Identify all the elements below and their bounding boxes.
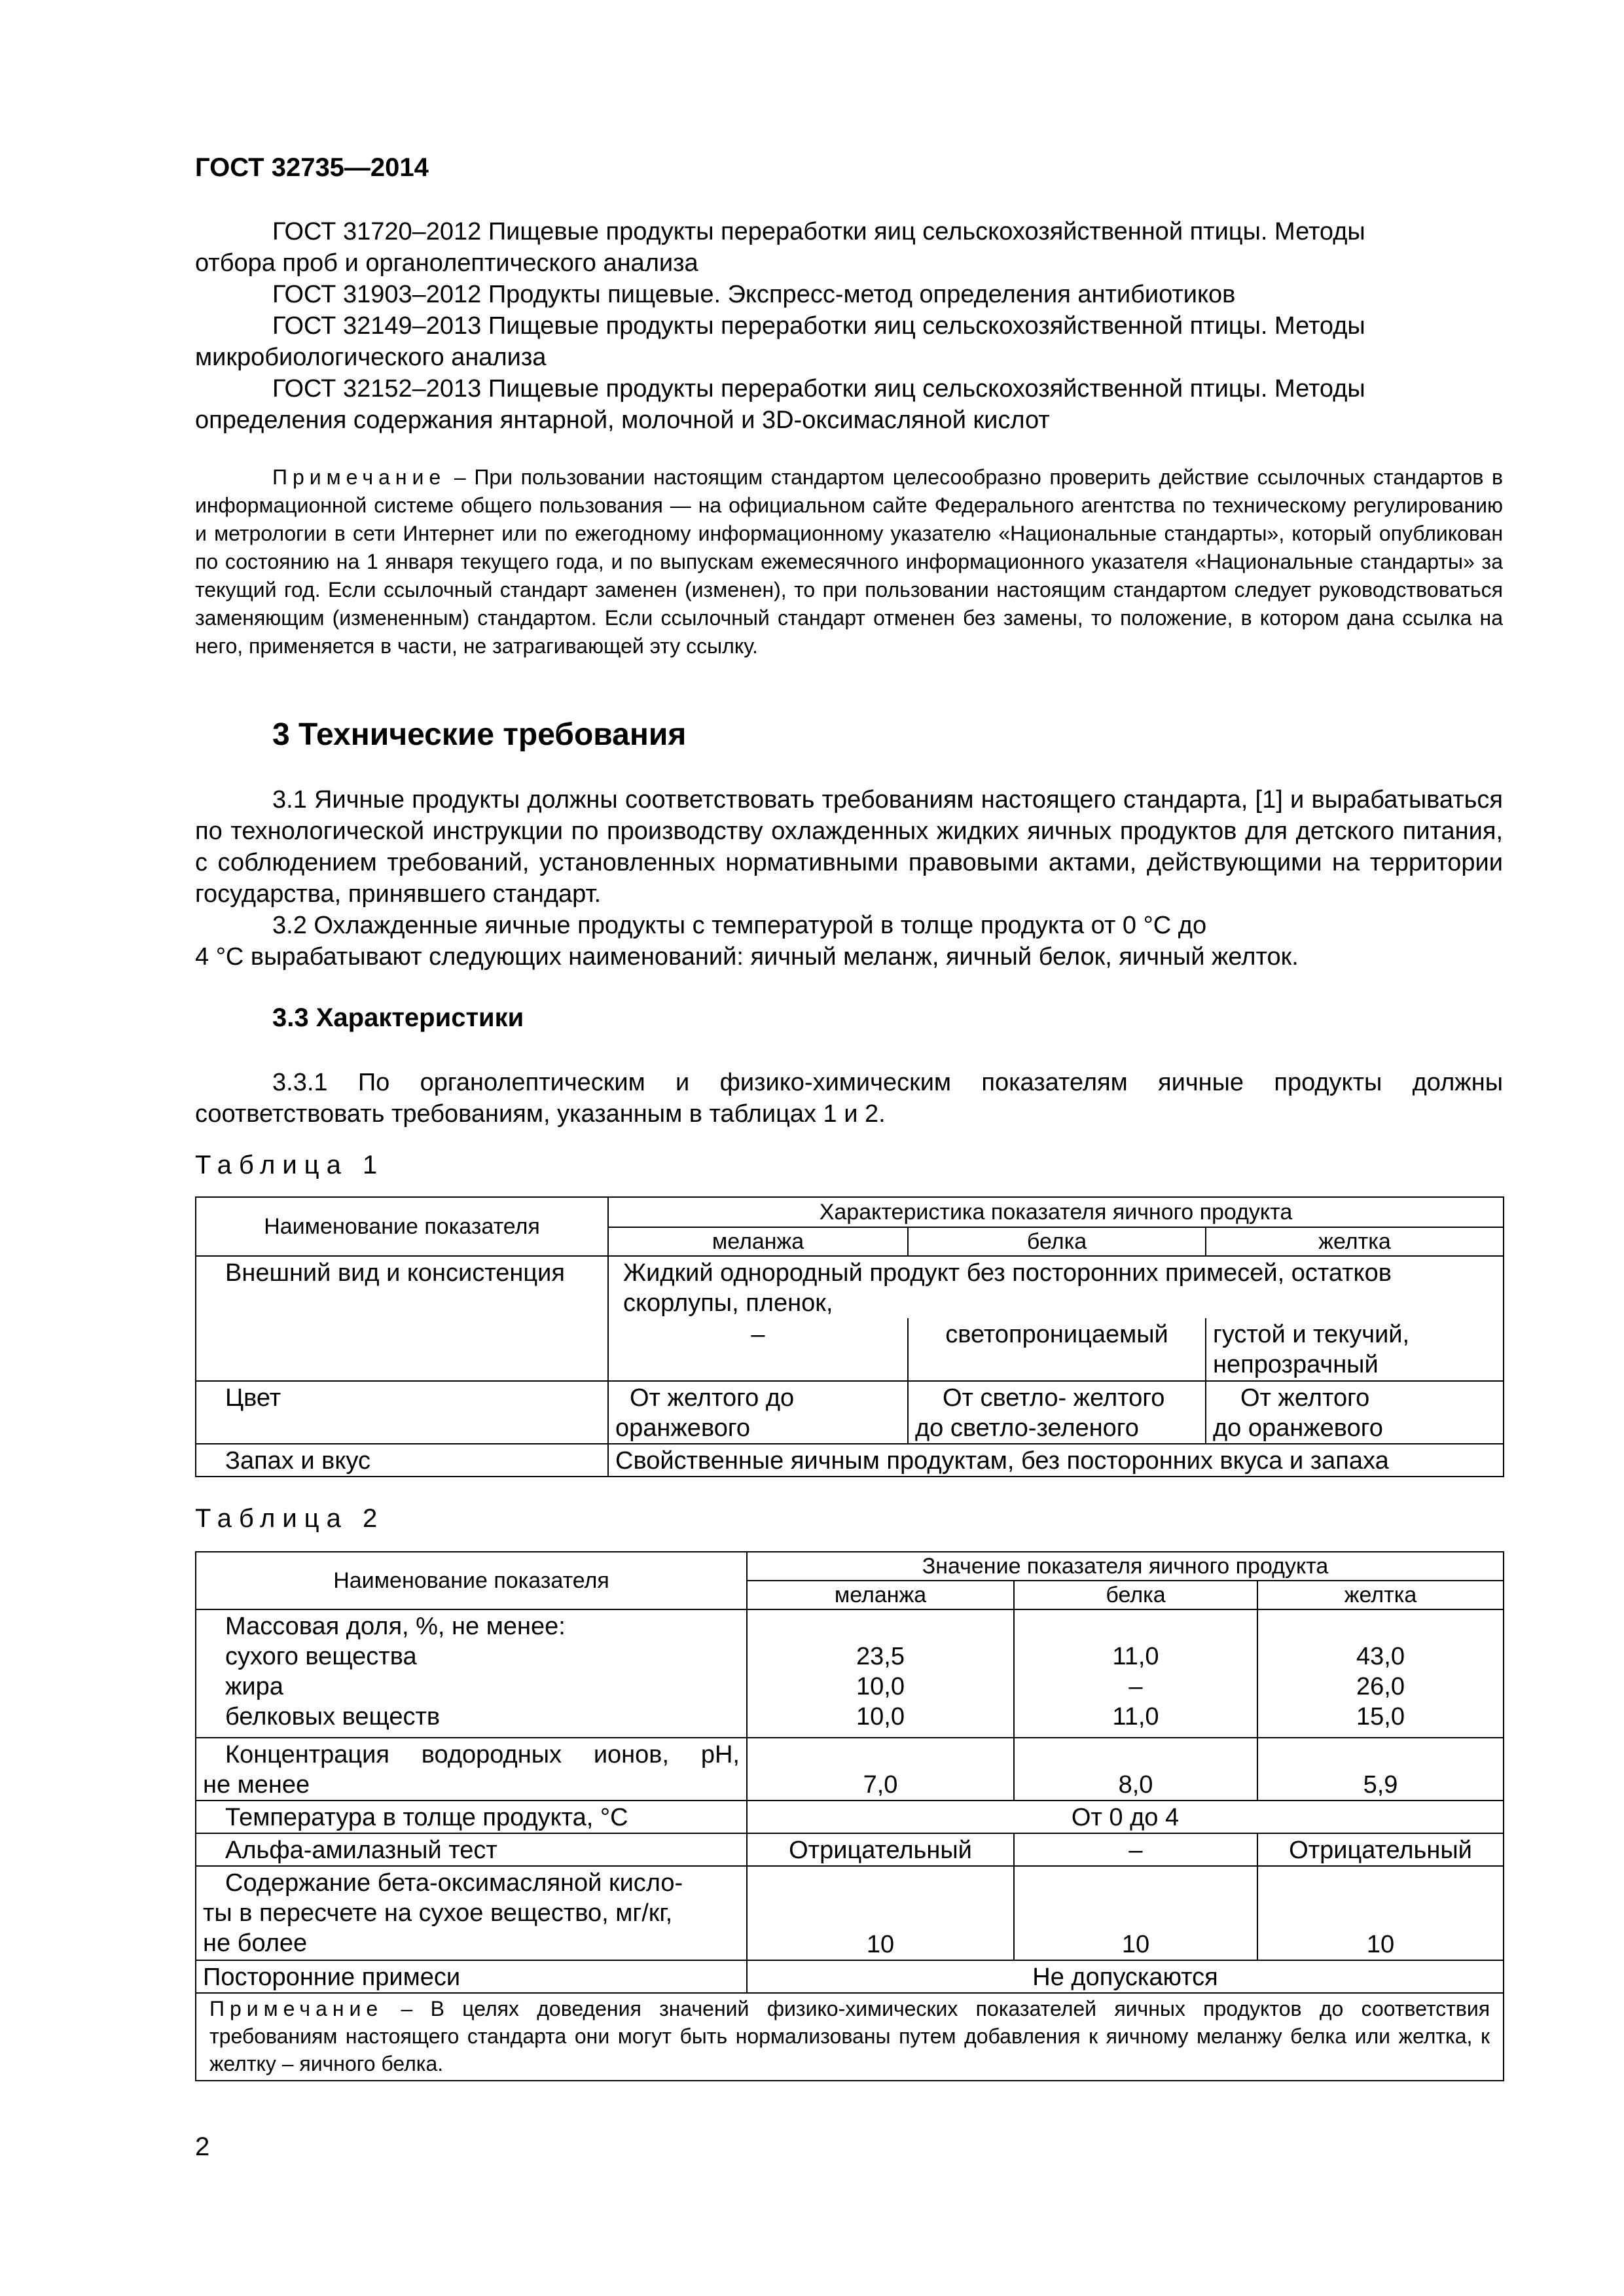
table1-row-smell-name: Запах и вкус: [196, 1444, 608, 1477]
table2-row-beta: Содержание бета-оксимасляной кисло- ты в пересчете на сухое вещество, мг/кг, не более: [196, 1866, 747, 1960]
table1: [195, 1196, 1504, 1477]
table2-row-mass: Массовая доля, %, не менее: сухого вещества жира белковых веществ: [196, 1609, 747, 1738]
table2-note: Примечание – В целях доведения значений физико-химических показателей яичных продуктов до соответствия требованиям настоящего стандарта они могут быть нормализованы путем добавления к яичному меланжу белка или желтка, к желтку – яичного белка.: [196, 1993, 1504, 2081]
table2-col-white: белка: [1014, 1581, 1257, 1609]
table2-impurities-value: Не допускаются: [747, 1960, 1504, 1993]
section-3-2: 3.2 Охлажденные яичные продукты с температурой в толще продукта от 0 °С до 4 °С вырабатывают следующих наименований: яичный меланж, яичный белок, яичный желток.: [195, 912, 1299, 971]
table1-color-yolk: От желтого до оранжевого: [1206, 1381, 1504, 1444]
table2-beta-white: 10: [1014, 1866, 1257, 1960]
table2-col-melange: меланжа: [747, 1581, 1014, 1609]
table1-appearance-white: светопроницаемый: [908, 1318, 1206, 1381]
table1-col-yolk: желтка: [1206, 1227, 1504, 1256]
table1-color-white: От светло- желтого до светло-зеленого: [908, 1381, 1206, 1444]
table2-col-yolk: желтка: [1257, 1581, 1504, 1609]
table2-amylase-yolk: Отрицательный: [1257, 1833, 1504, 1866]
table2-row-impurities: Посторонние примеси: [196, 1960, 747, 1993]
table2-caption: Таблица 2: [195, 1504, 385, 1533]
table2-header-group: Значение показателя яичного продукта: [747, 1552, 1504, 1581]
table2-ph-yolk: 5,9: [1257, 1738, 1504, 1801]
table2-amylase-white: –: [1014, 1833, 1257, 1866]
table2-row-temp: Температура в толще продукта, °С: [196, 1801, 747, 1833]
section-3-3-1: 3.3.1 По органолептическим и физико-химическим показателям яичные продукты должны соответствовать требованиям, указанным в таблицах 1 и 2.: [195, 1069, 1503, 1128]
table2: [195, 1551, 1504, 2081]
table1-color-melange: От желтого до оранжевого: [608, 1381, 908, 1444]
table2-mass-melange: 23,5 10,0 10,0: [747, 1609, 1014, 1738]
table2-beta-melange: 10: [747, 1866, 1014, 1960]
table2-beta-yolk: 10: [1257, 1866, 1504, 1960]
note-text: – При пользовании настоящим стандартом целесообразно проверить действие ссылочных стандартов в информационной системе общего пользования — на официальном сайте Федерального агентства по техническому регулированию и метрологии в сети Интернет или по ежегодному информационному указателю «Национальные стандарты», который опубликован по состоянию на 1 января текущего года, и по выпускам ежемесячного информационного указателя «Национальные стандарты» за текущий год. Если ссылочный стандарт заменен (изменен), то при пользовании настоящим стандартом следует руководствоваться заменяющим (измененным) стандартом. Если ссылочный стандарт отменен без замены, то положение, в котором дана ссылка на него, применяется в части, не затрагивающей эту ссылку.: [195, 465, 1503, 658]
table2-mass-white: 11,0 – 11,0: [1014, 1609, 1257, 1738]
section-title: 3 Технические требования: [272, 717, 687, 752]
note-label: Примечание: [272, 465, 446, 489]
subsection-title: 3.3 Характеристики: [272, 1003, 524, 1032]
page-number: 2: [195, 2132, 210, 2161]
table1-appearance-common: Жидкий однородный продукт без посторонних примесей, остатков скорлупы, пленок,: [608, 1256, 1504, 1318]
table2-header-name: Наименование показателя: [196, 1552, 747, 1609]
table2-row-amylase: Альфа-амилазный тест: [196, 1833, 747, 1866]
table2-mass-yolk: 43,0 26,0 15,0: [1257, 1609, 1504, 1738]
reference-2: ГОСТ 31903–2012 Продукты пищевые. Экспресс-метод определения антибиотиков: [272, 281, 1236, 308]
reference-1: ГОСТ 31720–2012 Пищевые продукты переработки яиц сельскохозяйственной птицы. Методы отбора проб и органолептического анализа: [195, 218, 1365, 277]
table1-header-name: Наименование показателя: [196, 1197, 608, 1256]
section-3-1: 3.1 Яичные продукты должны соответствовать требованиям настоящего стандарта, [1] и вырабатываться по технологической инструкции по производству охлажденных жидких яичных продуктов для детского питания, с соблюдением требований, установленных нормативными правовыми актами, действующими на территории государства, принявшего стандарт. 3.2 Охлажденные яичные продукты с температурой в толще продукта от 0 °С до 4 °С вырабатывают следующих наименований: яичный меланж, яичный белок, яичный желток.: [195, 784, 1503, 973]
table2-ph-white: 8,0: [1014, 1738, 1257, 1801]
table1-row-appearance-name: Внешний вид и консистенция: [196, 1256, 608, 1381]
table1-col-melange: меланжа: [608, 1227, 908, 1256]
table1-header-group: Характеристика показателя яичного продукта: [608, 1197, 1504, 1227]
table1-col-white: белка: [908, 1227, 1206, 1256]
table1-appearance-melange: –: [608, 1318, 908, 1381]
reference-4: ГОСТ 32152–2013 Пищевые продукты переработки яиц сельскохозяйственной птицы. Методы определения содержания янтарной, молочной и 3D-оксимасляной кислот: [195, 375, 1365, 434]
references-block: [195, 216, 1503, 436]
table2-ph-melange: 7,0: [747, 1738, 1014, 1801]
table2-amylase-melange: Отрицательный: [747, 1833, 1014, 1866]
table2-temp-value: От 0 до 4: [747, 1801, 1504, 1833]
document-header: ГОСТ 32735—2014: [195, 153, 429, 182]
reference-3: ГОСТ 32149–2013 Пищевые продукты переработки яиц сельскохозяйственной птицы. Методы микробиологического анализа: [195, 312, 1365, 371]
table1-smell-value: Свойственные яичным продуктам, без посторонних вкуса и запаха: [608, 1444, 1504, 1477]
table2-row-ph: Концентрация водородных ионов, pH, не менее: [196, 1738, 747, 1801]
table1-row-color-name: Цвет: [196, 1381, 608, 1444]
table1-caption: Таблица 1: [195, 1151, 385, 1179]
table1-appearance-yolk: густой и текучий, непрозрачный: [1206, 1318, 1504, 1381]
note-references: [195, 463, 1503, 660]
